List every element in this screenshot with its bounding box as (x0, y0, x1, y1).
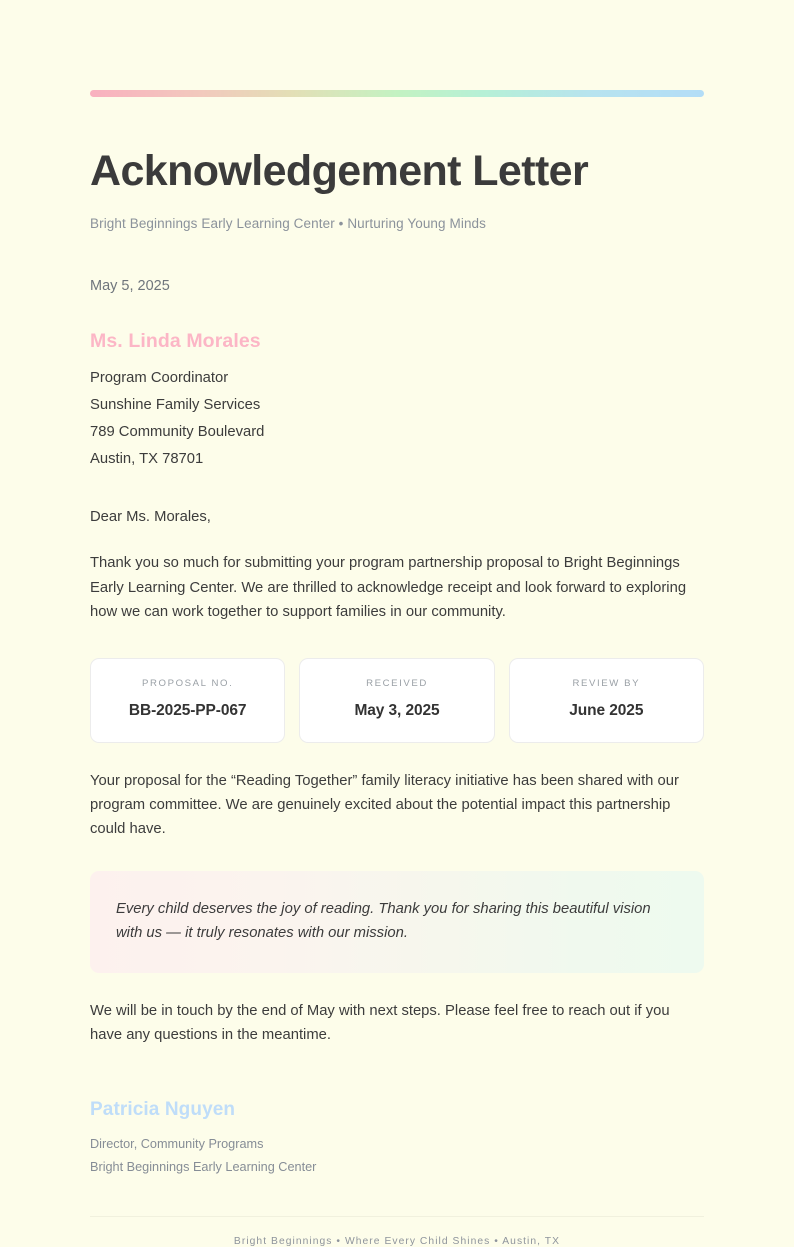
salutation: Dear Ms. Morales, (90, 509, 211, 526)
body-paragraph-1: Thank you so much for submitting your program partnership proposal to Bright Beginnings Early Learning Center. We are thrilled to acknowledge receipt and look forward to exploring how we can work together to support families in our community. (90, 555, 687, 620)
recipient-address-line: Sunshine Family Services (90, 397, 261, 414)
info-card-value: BB-2025-PP-067 (128, 701, 247, 719)
info-card-value: May 3, 2025 (354, 701, 440, 719)
quote-text: Every child deserves the joy of reading. Thank you for sharing this beautiful vision with us — it truly resonates with our mission. (116, 901, 651, 942)
signature-name: Patricia Nguyen (90, 1099, 236, 1121)
signature-block (90, 1099, 704, 1179)
recipient-address-line: 789 Community Boulevard (90, 424, 265, 441)
info-card-group (90, 658, 704, 743)
info-card-received (299, 658, 494, 743)
info-card-label: RECEIVED (366, 677, 428, 689)
info-card-review-by (509, 658, 704, 743)
highlight-quote-block (90, 871, 704, 973)
recipient-block (90, 330, 704, 473)
info-card-label: PROPOSAL NO. (141, 677, 234, 689)
footer-text: Bright Beginnings • Where Every Child Shines • Austin, TX (233, 1236, 561, 1247)
info-card-proposal-no (90, 658, 285, 743)
page-footer (90, 1216, 704, 1247)
body-paragraph-3: We will be in touch by the end of May with next steps. Please feel free to reach out if you have any questions in the meantime. (90, 1003, 670, 1044)
signature-title: Director, Community Programs (90, 1137, 264, 1152)
letter-date: May 5, 2025 (90, 278, 170, 295)
body-paragraph-2: Your proposal for the “Reading Together” family literacy initiative has been shared with our program committee. We are genuinely excited about the potential impact this partnership could have. (90, 772, 679, 837)
info-card-label: REVIEW BY (572, 677, 641, 689)
recipient-address-line: Program Coordinator (90, 370, 229, 387)
signature-organization: Bright Beginnings Early Learning Center (90, 1160, 317, 1175)
info-card-value: June 2025 (569, 701, 644, 719)
recipient-name: Ms. Linda Morales (90, 330, 261, 353)
header-accent-bar (90, 90, 704, 97)
recipient-address-line: Austin, TX 78701 (90, 451, 204, 468)
page-title: Acknowledgement Letter (90, 147, 589, 195)
document-subtitle: Bright Beginnings Early Learning Center • Nurturing Young Minds (90, 216, 487, 232)
